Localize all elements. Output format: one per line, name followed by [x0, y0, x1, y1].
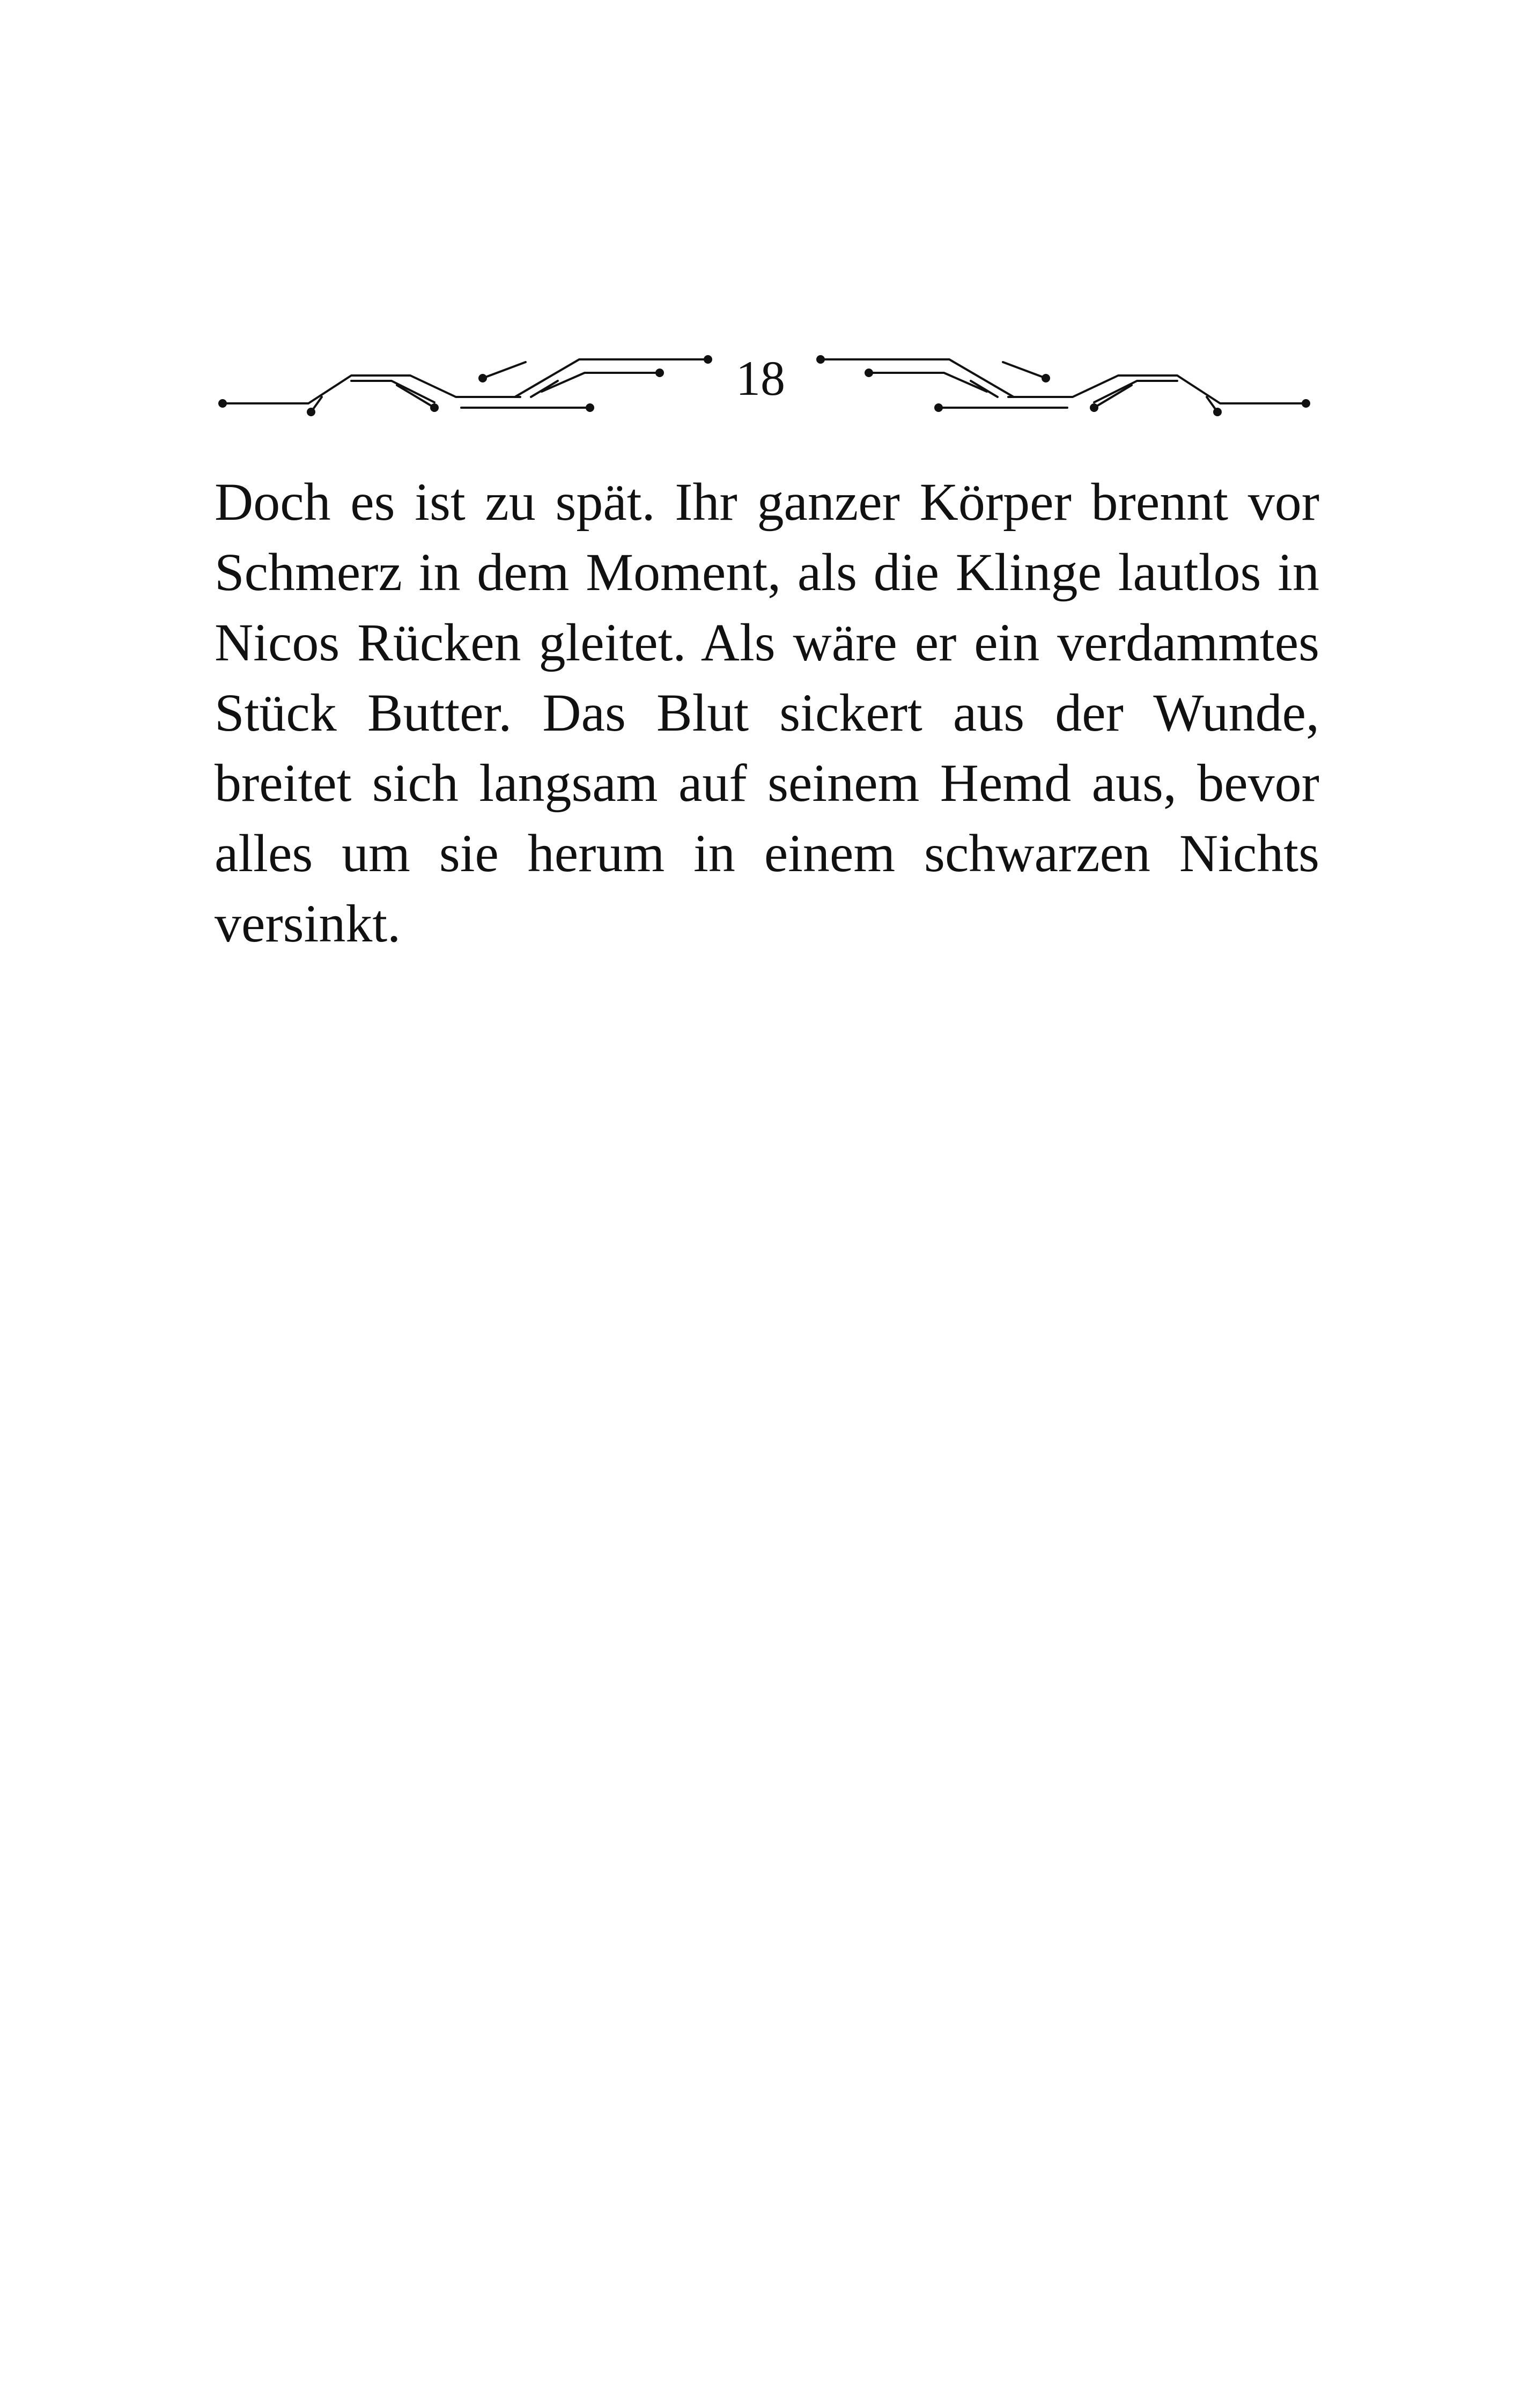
page-number: 18	[736, 351, 785, 406]
right-circuit-ornament-icon	[804, 322, 1319, 440]
body-paragraph: Doch es ist zu spät. Ihr ganzer Körper brennt vor Schmerz in dem Moment, als die Klinge lautlos in Nicos Rücken gleitet. Als wäre er ein verdammtes Stück Butter. Das Blut sickert aus der Wunde, breitet sich langsam auf seinem Hemd aus, bevor alles um sie herum in einem schwarzen Nichts versinkt.	[215, 472, 1319, 953]
left-circuit-ornament-icon	[209, 322, 724, 440]
page-header	[0, 322, 1521, 440]
